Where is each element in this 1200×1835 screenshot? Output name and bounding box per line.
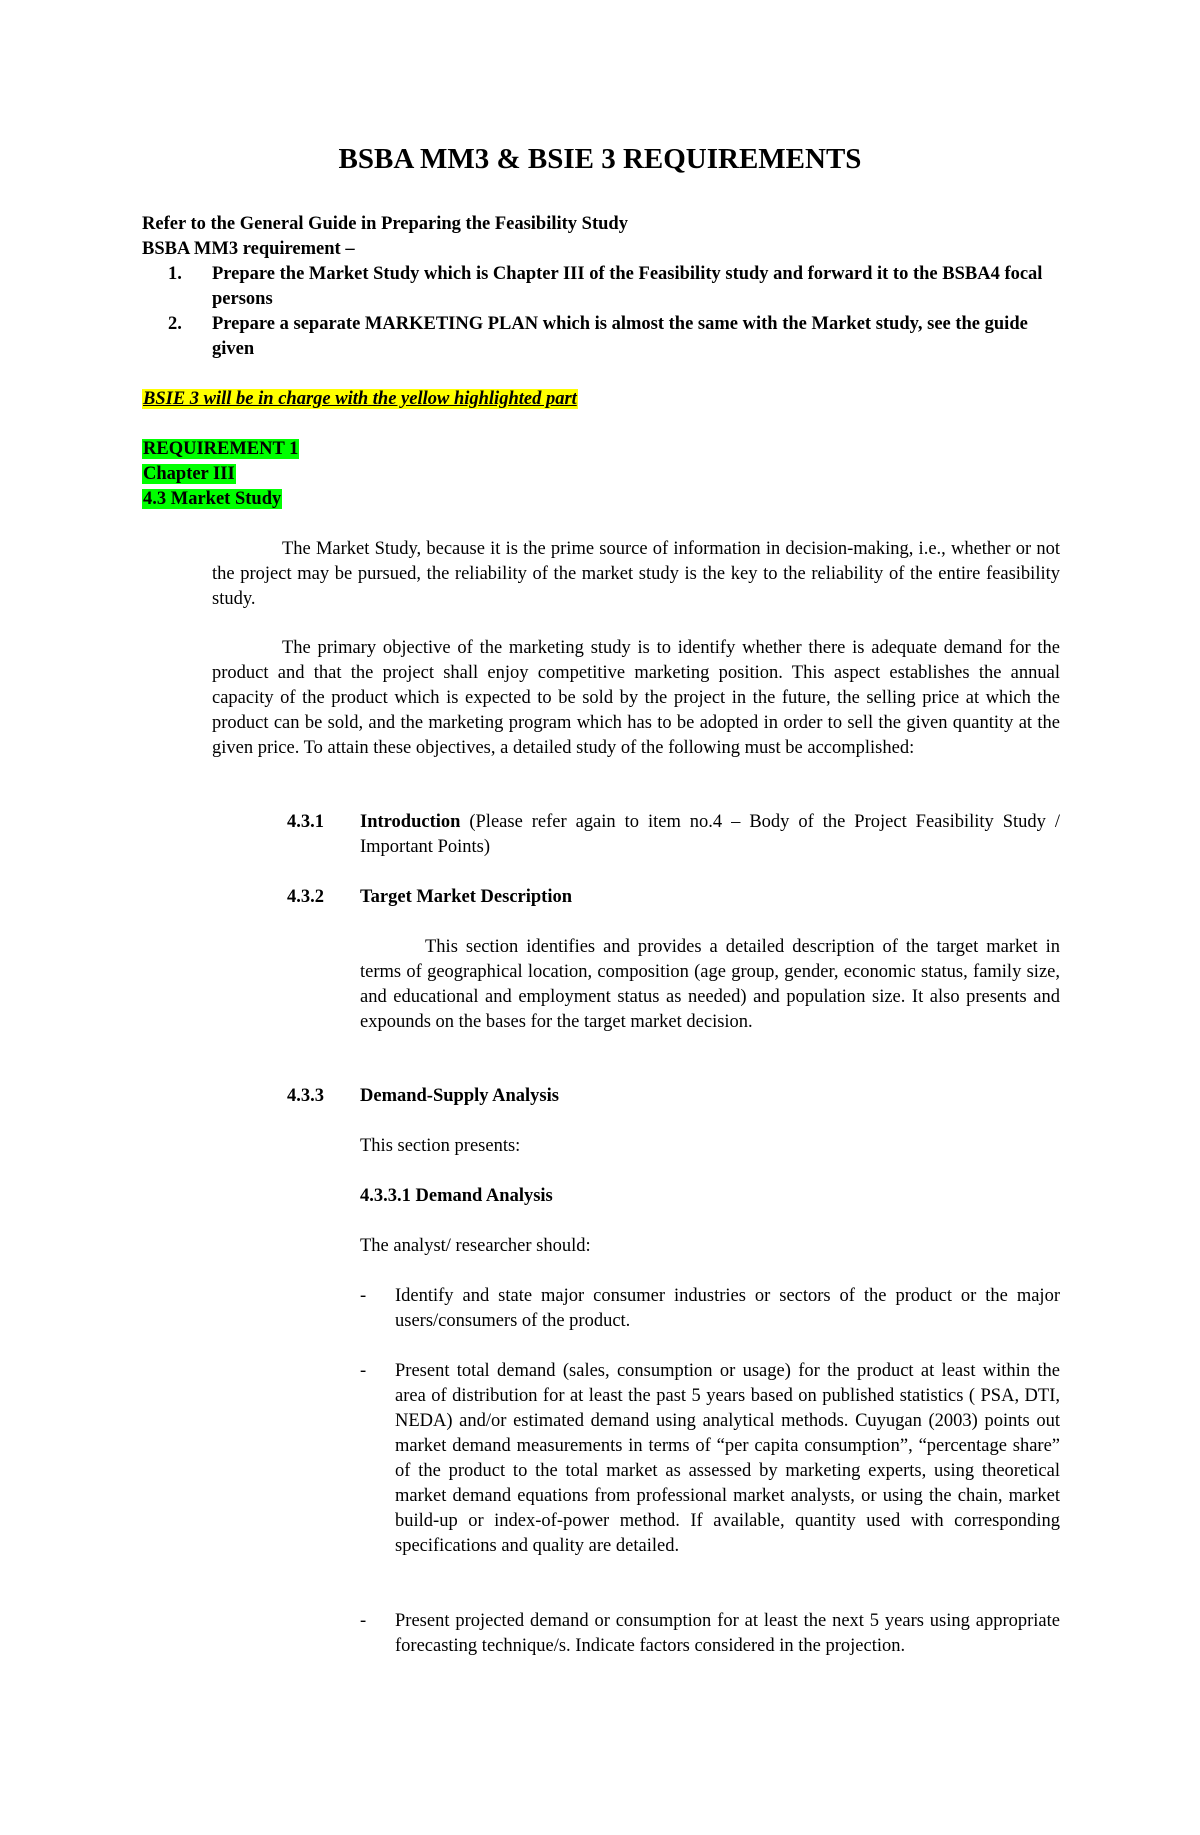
section-title: Introduction [360,812,461,832]
section-intro: This section presents: [360,1136,521,1156]
bullet-item: Present total demand (sales, consumption or usage) for the product at least within the area of distribution for at least the past 5 years based on published statistics ( PSA, DTI, NEDA) and/or estimated demand using analytical methods. Cuyugan (2003) points out market demand measurements in terms of “per capita consumption”, “percentage share” of the product to the total market as assessed by marketing experts, using theoretical market demand equations from professional market analysts, or using the chain, market build-up or index-of-power method. If available, quantity used with corresponding specifications and quality are detailed. [395,1361,1060,1556]
bullet-dash: - [360,1361,367,1381]
paragraph-market-study: The Market Study, because it is the prime source of information in decision-making, i.e., whether or not the project may be pursued, the reliability of the market study is the key to the reliability of the entire feasibility study. [212,539,1060,609]
section-title: Target Market Description [360,887,573,907]
section-number: 4.3.1 [287,812,324,832]
bullet-item: Present projected demand or consumption for at least the next 5 years using appropriate forecasting technique/s. Indicate factors considered in the projection. [395,1611,1060,1656]
section-heading: 4.3 Market Study [143,489,282,509]
section-number: 4.3.2 [287,887,324,907]
requirement-heading-row [142,437,299,462]
section-title: Demand-Supply Analysis [360,1086,559,1106]
section-note: (Please refer again to item no.4 – Body of the Project Feasibility Study / Important Points) [360,812,1060,857]
requirement-label: BSBA MM3 requirement – [142,239,355,259]
section-number: 4.3.3 [287,1086,324,1106]
highlight-note-row [142,387,578,412]
list-item-number: 2. [168,314,182,334]
section-heading-row [142,487,282,512]
list-item-number: 1. [168,264,182,284]
highlight-note: BSIE 3 will be in charge with the yellow highlighted part [143,389,577,409]
bullet-dash: - [360,1611,367,1631]
bullet-dash: - [360,1286,367,1306]
chapter-heading-row [142,462,236,487]
paragraph-primary-objective: The primary objective of the marketing study is to identify whether there is adequate demand for the product and that the project shall enjoy competitive marketing position. This aspect establishes the annual capacity of the product which is expected to be sold by the project in the future, the selling price at which the product can be sold, and the marketing program which has to be adopted in order to sell the given quantity at the given price. To attain these objectives, a detailed study of the following must be accomplished: [212,638,1060,758]
target-market-paragraph: This section identifies and provides a detailed description of the target market in terms of geographical location, composition (age group, gender, economic status, family size, and educational and employment status as needed) and population size. It also presents and expounds on the bases for the target market decision. [360,937,1060,1032]
bullet-item: Identify and state major consumer industries or sectors of the product or the major users/consumers of the product. [395,1286,1060,1331]
list-item-text: Prepare the Market Study which is Chapter III of the Feasibility study and forward it to the BSBA4 focal persons [212,264,1043,309]
refer-line: Refer to the General Guide in Preparing the Feasibility Study [142,214,628,234]
list-item-text: Prepare a separate MARKETING PLAN which is almost the same with the Market study, see the guide given [212,314,1028,359]
section-intro [360,810,1060,860]
chapter-heading: Chapter III [143,464,235,484]
document-title: BSBA MM3 & BSIE 3 REQUIREMENTS [338,143,862,175]
analyst-line: The analyst/ researcher should: [360,1236,591,1256]
requirement-heading: REQUIREMENT 1 [143,439,299,459]
subsection-title: 4.3.3.1 Demand Analysis [360,1186,553,1206]
